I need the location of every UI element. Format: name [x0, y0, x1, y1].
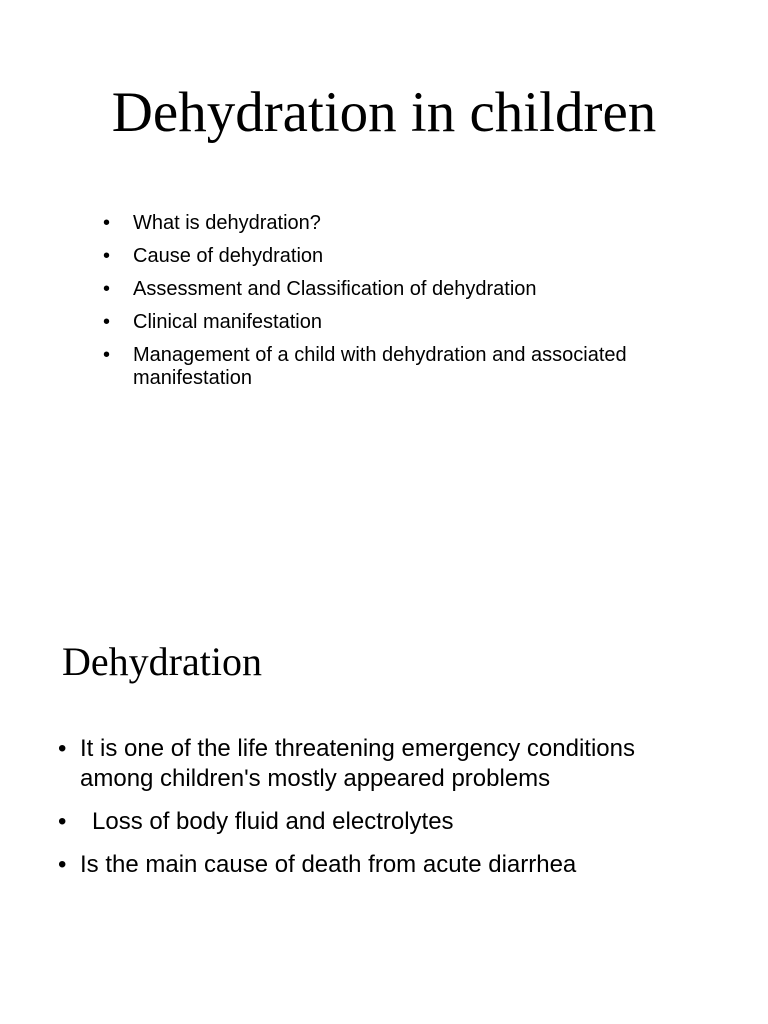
- bullet-marker: •: [103, 212, 111, 234]
- list-item: [103, 212, 663, 235]
- bullet-marker: •: [103, 311, 111, 333]
- list-item: [103, 245, 663, 268]
- slide-1-bullet-list: [103, 212, 663, 400]
- list-item: [58, 850, 698, 880]
- list-item: [58, 734, 698, 794]
- bullet-marker: •: [58, 735, 67, 762]
- list-item-text: Is the main cause of death from acute diarrhea: [80, 851, 577, 878]
- list-item-text: What is dehydration?: [133, 212, 321, 234]
- list-item-text: Assessment and Classification of dehydration: [133, 278, 537, 300]
- slide-2: [0, 512, 768, 1024]
- list-item: [58, 807, 698, 837]
- bullet-marker: •: [103, 344, 111, 366]
- bullet-marker: •: [103, 245, 111, 267]
- slide-2-title: Dehydration: [62, 639, 262, 684]
- list-item-text: Management of a child with dehydration and associated manifestation: [133, 344, 627, 389]
- list-item-text: It is one of the life threatening emergency conditions among children's mostly appeared problems: [80, 735, 635, 792]
- slide-1-title: Dehydration in children: [111, 81, 657, 144]
- list-item: [103, 311, 663, 334]
- list-item-text: Cause of dehydration: [133, 245, 324, 267]
- list-item-text: Clinical manifestation: [133, 311, 322, 333]
- list-item-text: Loss of body fluid and electrolytes: [92, 808, 454, 835]
- list-item: [103, 344, 663, 390]
- bullet-marker: •: [58, 851, 67, 878]
- bullet-marker: •: [103, 278, 111, 300]
- list-item: [103, 278, 663, 301]
- slide-2-bullet-list: [58, 734, 698, 893]
- bullet-marker: •: [58, 808, 67, 835]
